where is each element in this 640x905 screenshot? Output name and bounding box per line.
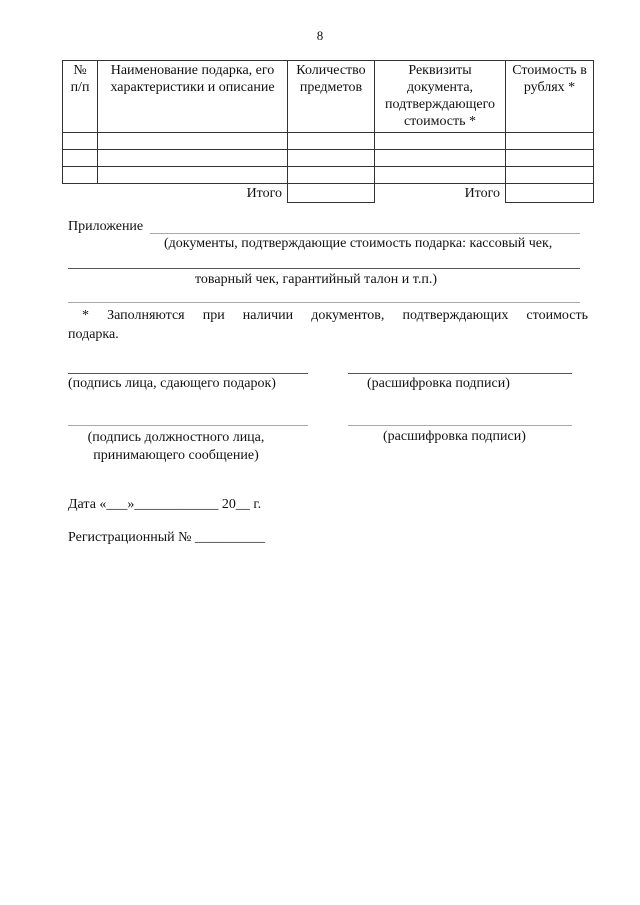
total-quantity-cell[interactable] [288, 184, 375, 203]
header-document-details: Реквизиты документа, подтверждающего стоимость * [375, 61, 506, 133]
table-cell[interactable] [98, 150, 288, 167]
table-row [63, 133, 594, 150]
official-decode-caption: (расшифровка подписи) [383, 429, 526, 444]
attachment-fill-line-2[interactable] [68, 268, 580, 269]
table-cell[interactable] [63, 167, 98, 184]
table-row [63, 167, 594, 184]
table-cell[interactable] [506, 133, 594, 150]
official-decode-line[interactable] [348, 425, 572, 426]
registration-number-field[interactable]: Регистрационный № __________ [68, 530, 265, 545]
giver-decode-caption: (расшифровка подписи) [367, 376, 510, 391]
table-row [63, 150, 594, 167]
official-signature-caption [68, 429, 284, 465]
official-caption-line2: принимающего сообщение) [93, 448, 259, 463]
table-cell[interactable] [98, 167, 288, 184]
attachment-note-line1: (документы, подтверждающие стоимость подарка: кассовый чек, [164, 236, 553, 251]
attachment-divider [68, 302, 580, 303]
gift-table [62, 60, 594, 203]
attachment-note-line2: товарный чек, гарантийный талон и т.п.) [195, 272, 437, 287]
total-cost-cell[interactable] [506, 184, 594, 203]
footnote-line2: подарка. [68, 327, 119, 342]
attachment-fill-line[interactable] [150, 233, 580, 234]
table-cell[interactable] [375, 150, 506, 167]
table-cell[interactable] [288, 167, 375, 184]
giver-signature-caption: (подпись лица, сдающего подарок) [68, 376, 276, 391]
total-label-quantity: Итого [246, 185, 282, 201]
official-caption-line1: (подпись должностного лица, [87, 430, 265, 445]
header-quantity: Количество предметов [288, 61, 375, 133]
total-label-cost: Итого [464, 185, 500, 201]
page-number: 8 [316, 28, 324, 43]
header-number: № п/п [63, 61, 98, 133]
date-field[interactable]: Дата «___»____________ 20__ г. [68, 497, 262, 512]
giver-signature-line[interactable] [68, 373, 308, 374]
giver-decode-line[interactable] [348, 373, 572, 374]
official-signature-line[interactable] [68, 425, 308, 426]
table-cell[interactable] [288, 150, 375, 167]
total-row [63, 184, 594, 203]
header-cost: Стоимость в рублях * [506, 61, 594, 133]
footnote-line1: * Заполняются при наличии документов, подтверждающих стоимость [82, 308, 588, 323]
table-cell[interactable] [506, 167, 594, 184]
table-header-row [63, 61, 594, 133]
table-cell[interactable] [506, 150, 594, 167]
table-cell[interactable] [375, 133, 506, 150]
attachment-label: Приложение [68, 219, 144, 234]
footnote [68, 306, 588, 344]
header-gift-name: Наименование подарка, его характеристики и описание [98, 61, 288, 133]
table-cell[interactable] [63, 133, 98, 150]
table-cell[interactable] [63, 150, 98, 167]
table-cell[interactable] [288, 133, 375, 150]
table-cell[interactable] [98, 133, 288, 150]
table-cell[interactable] [375, 167, 506, 184]
